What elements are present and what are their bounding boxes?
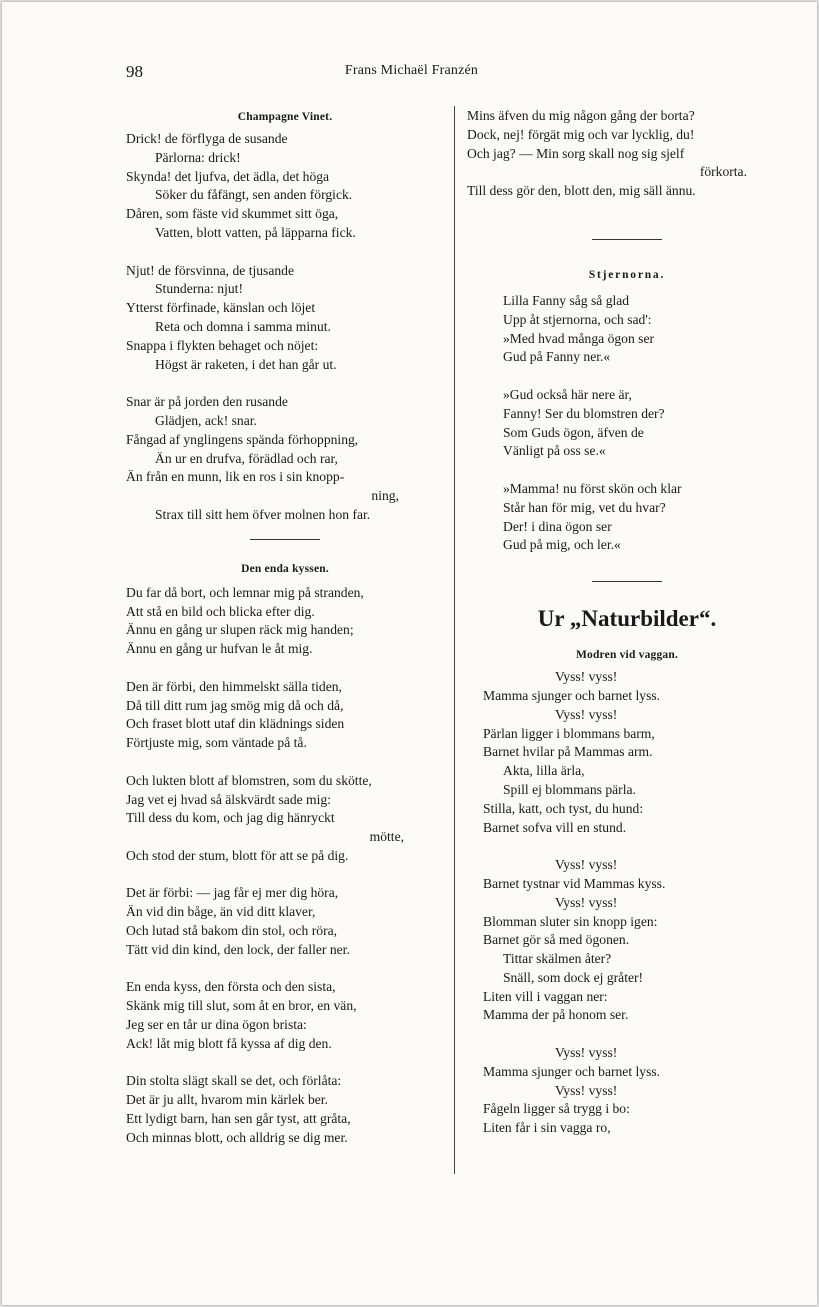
poem-line: Högst är raketen, i det han går ut. [155,356,337,372]
poem-line: Pärlorna: drick! [155,149,241,165]
poem-line: Jag vet ej hvad så älskvärdt sade mig: [126,791,331,807]
poem-line: Pärlan ligger i blommans barm, [483,725,655,741]
poem-line: Spill ej blommans pärla. [503,781,636,797]
poem-line: En enda kyss, den första och den sista, [126,979,336,995]
running-head: Frans Michaël Franzén [344,63,479,78]
book-page [2,2,817,1305]
poem-line: Gud på mig, och ler.« [503,537,621,553]
poem-line: Mamma sjunger och barnet lyss. [483,687,661,703]
poem-line: Dåren, som fäste vid skummet sitt öga, [126,206,339,222]
poem-line: Och minnas blott, och alldrig se dig mer. [126,1129,348,1145]
poem-line: Akta, lilla ärla, [503,763,585,779]
poem-line: Snar är på jorden den rusande [126,394,288,410]
poem-line: Barnet hvilar på Mammas arm. [483,744,653,760]
poem-line: Att stå en bild och blicka efter dig. [126,603,315,619]
poem-line: Det är förbi: — jag får ej mer dig höra, [126,885,339,901]
poem-line: Fångad af ynglingens spända förhoppning, [126,431,359,447]
poem-line: Står han för mig, vet du hvar? [503,499,666,515]
poem-line: Jeg ser en tår ur dina ögon brista: [126,1017,307,1033]
poem-line: Som Guds ögon, äfven de [503,424,644,440]
poem-line: Vyss! vyss! [555,669,618,685]
poem-line: Njut! de försvinna, de tjusande [126,262,294,278]
poem-line: Ännu en gång ur hufvan le åt mig. [126,641,313,657]
poem-line: Skynda! det ljufva, det ädla, det höga [126,168,330,184]
poem-line: Mins äfven du mig någon gång der borta? [467,108,695,123]
poem-line: Lilla Fanny såg så glad [503,292,630,308]
poem-line: Vyss! vyss! [555,894,618,910]
poem-line: Till dess du kom, och jag dig hänryckt [126,810,335,826]
poem-line: Den är förbi, den himmelskt sälla tiden, [126,678,342,694]
poem-line: Gud på Fanny ner.« [503,349,611,365]
poem-line: Än vid din båge, än vid ditt klaver, [126,904,316,920]
poem-line: Barnet gör så med ögonen. [483,932,630,948]
poem-title-champagne: Champagne Vinet. [237,111,333,123]
poem-line: Stilla, katt, och tyst, du hund: [483,800,644,816]
poem-line: Och lutad stå bakom din stol, och röra, [126,923,338,939]
poem-line: »Gud också här nere är, [503,386,632,402]
poem-line: Skänk mig till slut, som åt en bror, en vän, [126,998,357,1014]
poem-line: Snappa i flykten behaget och nöjet: [126,337,319,353]
poem-line: ning, [371,488,399,504]
poem-line: Och jag? — Min sorg skall nog sig sjelf [467,145,685,161]
poem-line: Vatten, blott vatten, på läpparna fick. [155,224,356,240]
poem-line: Strax till sitt hem öfver molnen hon far. [155,506,371,522]
poem-line: Vyss! vyss! [555,1045,618,1061]
poem-line: Vyss! vyss! [555,706,618,722]
poem-line: Drick! de förflyga de susande [126,131,288,146]
poem-line: Barnet sofva vill en stund. [483,819,627,835]
poem-line: Och lukten blott af blomstren, som du skötte, [126,772,372,788]
poem-line: Ännu en gång ur slupen räck mig handen; [126,622,354,638]
poem-line: Fågeln ligger så trygg i bo: [483,1101,630,1117]
poem-line: Blomman sluter sin knopp igen: [483,913,658,929]
poem-line: Der! i dina ögon ser [503,518,612,534]
poem-line: Mamma der på honom ser. [483,1007,629,1023]
left-column [126,111,444,1148]
poem-line: Och fraset blott utaf din klädnings siden [126,716,345,732]
poem-line: Än från en munn, lik en ros i sin knopp- [126,469,345,485]
poem-line: Ack! låt mig blott få kyssa af dig den. [126,1035,332,1051]
poem-line: Upp åt stjernorna, och sad': [503,311,652,327]
poem-line: »Mamma! nu först skön och klar [503,480,682,496]
section-title-naturbilder: Ur „Naturbilder“. [537,606,717,632]
column-divider [454,106,455,1174]
poem-line: Din stolta slägt skall se det, och förlåta: [126,1073,342,1089]
poem-title-stjernorna: Stjernorna. [588,268,666,281]
poem-line: Söker du fåfängt, sen anden förgick. [155,187,353,203]
poem-line: Snäll, som dock ej gråter! [503,969,644,985]
poem-line: Det är ju allt, hvarom min kärlek ber. [126,1092,328,1108]
poem-line: Ytterst förfinade, känslan och löjet [126,300,316,316]
poem-line: Vyss! vyss! [555,857,618,873]
poem-line: Liten får i sin vagga ro, [483,1120,611,1136]
page-number: 98 [126,62,143,81]
poem-line: Glädjen, ack! snar. [155,412,257,428]
poem-line: Ett lydigt barn, han sen går tyst, att gråta, [126,1111,351,1127]
right-column [467,107,787,1138]
poem-line: Än ur en drufva, förädlad och rar, [155,450,338,466]
poem-line: Liten vill i vaggan ner: [483,988,608,1004]
poem-line: Till dess gör den, blott den, mig säll ännu. [467,183,696,199]
poem-line: Du far då bort, och lemnar mig på stranden, [126,584,364,600]
poem-title-modren-vid-vaggan: Modren vid vaggan. [575,649,679,662]
poem-line: Fanny! Ser du blomstren der? [503,405,665,421]
poem-line: Vänligt på oss se.« [503,443,606,459]
poem-line: Förtjuste mig, som väntade på tå. [126,735,307,751]
poem-line: Tätt vid din kind, den lock, der faller ner. [126,941,350,957]
poem-line: Då till ditt rum jag smög mig då och då, [126,697,344,713]
poem-line: mötte, [369,829,404,845]
poem-title-den-enda-kyssen: Den enda kyssen. [241,562,329,575]
poem-line: förkorta. [699,164,747,180]
poem-line: Dock, nej! förgät mig och var lycklig, du! [467,126,695,142]
poem-line: Mamma sjunger och barnet lyss. [483,1063,661,1079]
poem-line: »Med hvad många ögon ser [503,330,655,346]
poem-line: Och stod der stum, blott för att se på dig. [126,847,349,863]
poem-line: Stunderna: njut! [155,281,243,297]
poem-line: Tittar skälmen åter? [503,951,612,967]
poem-line: Barnet tystnar vid Mammas kyss. [483,875,666,891]
poem-line: Reta och domna i samma minut. [155,318,331,334]
poem-line: Vyss! vyss! [555,1082,618,1098]
